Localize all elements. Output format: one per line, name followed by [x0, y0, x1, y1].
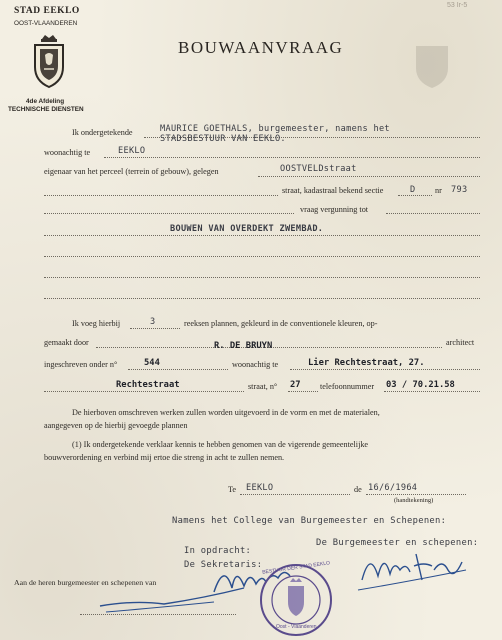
residence-value: EEKLO [118, 146, 146, 156]
architect-value: R. DE BRUYN [214, 341, 273, 351]
plans-text: reeksen plannen, gekleurd in de conventionele kleuren, op- [184, 319, 378, 328]
made-by-label: gemaakt door [44, 338, 89, 347]
nr-label: nr [435, 186, 442, 195]
stamp-top-text: BESTUUR DER STAD EEKLO [261, 560, 331, 576]
phone-label: telefoonnummer [320, 382, 375, 391]
bleed-through-emblem [412, 40, 452, 90]
mayor-signature [356, 540, 476, 600]
plans-prefix: Ik voeg hierbij [72, 319, 121, 328]
city-coat-of-arms [32, 33, 66, 91]
phone-value: 03 / 70.21.58 [386, 380, 455, 390]
applicant-value-2: STADSBESTUUR VAN EEKLO. [160, 134, 286, 144]
nr-value: 793 [451, 185, 468, 195]
living-value: Lier Rechtestraat, 27. [308, 358, 425, 368]
living-label: woonachtig te [232, 360, 279, 369]
owner-street-value: OOSTVELDstraat [280, 164, 357, 174]
secretary-label: De Sekretaris: [184, 560, 263, 570]
province-name: OOST-VLAANDEREN [14, 20, 78, 27]
place-label: Te [228, 485, 237, 494]
mayor-label: De Burgemeester en schepenen: [316, 538, 479, 548]
signature-caption: (handtekening) [394, 497, 434, 504]
plans-count-dotted-line [130, 328, 180, 329]
cadastre-label: straat, kadastraal bekend sectie [282, 186, 384, 195]
street-no-value: 27 [290, 380, 301, 390]
registered-value: 544 [144, 358, 160, 368]
blank-line-1 [44, 235, 480, 236]
place-value: EEKLO [246, 483, 274, 493]
section-value: D [410, 185, 416, 195]
department-line-1: 4de Afdeling [26, 98, 65, 105]
street-no-dotted-line [288, 391, 318, 392]
document-title: BOUWAANVRAAG [178, 38, 344, 57]
applicant-value: MAURICE GOETHALS, burgemeester, namens het [160, 124, 390, 134]
registered-dotted-line [128, 369, 228, 370]
org-name: STAD EEKLO [14, 6, 80, 16]
order-label: In opdracht: [184, 546, 252, 556]
architect-label: architect [446, 338, 475, 347]
department-line-2: TECHNISCHE DIENSTEN [8, 106, 84, 113]
place-dotted-line [240, 494, 350, 495]
stamp-bottom-text: Oost - Vlaanderen [276, 624, 317, 630]
declaration-line-1: (1) Ik ondergetekende verklaar kennis te hebben genomen van de vigerende gemeentelijke [72, 440, 369, 449]
street-value: Rechtestraat [116, 380, 180, 390]
date-value: 16/6/1964 [368, 483, 418, 493]
registered-label: ingeschreven onder n° [44, 360, 118, 369]
college-line: Namens het College van Burgemeester en Schepenen: [172, 516, 447, 526]
residence-label: woonachtig te [44, 148, 91, 157]
date-dotted-line [366, 494, 466, 495]
residence-dotted-line [104, 157, 480, 158]
plans-count: 3 [150, 317, 156, 327]
works-line-1: De hierboven omschreven werken zullen worden uitgevoerd in de vorm en met de materialen, [72, 408, 380, 417]
blank-line-2 [44, 256, 480, 257]
addressee-label: Aan de heren burgemeester en schepenen van [14, 578, 157, 587]
works-line-2: aangegeven op de hierbij gevoegde plannen [44, 421, 188, 430]
request-label: vraag vergunning tot [300, 205, 369, 214]
request-dotted-line-left [44, 213, 294, 214]
blank-line-4 [44, 298, 480, 299]
date-label: de [354, 485, 362, 494]
corner-mark: 53 Ir-5 [447, 2, 468, 9]
request-dotted-line-right [386, 213, 480, 214]
owner-label: eigenaar van het perceel (terrein of gebouw), gelegen [44, 167, 219, 176]
street-dotted-line [44, 391, 244, 392]
applicant-label: Ik ondergetekende [72, 128, 133, 137]
request-value: BOUWEN VAN OVERDEKT ZWEMBAD. [170, 224, 324, 234]
section-dotted-line [398, 195, 432, 196]
blank-line-3 [44, 277, 480, 278]
living-dotted-line [290, 369, 480, 370]
owner-dotted-line [258, 176, 480, 177]
street-label: straat, n° [248, 382, 278, 391]
phone-dotted-line [384, 391, 480, 392]
cadastre-dotted-line-left [44, 195, 278, 196]
declaration-line-2: bouwverordening en verbind mij ertoe die streng in acht te zullen nemen. [44, 453, 285, 462]
